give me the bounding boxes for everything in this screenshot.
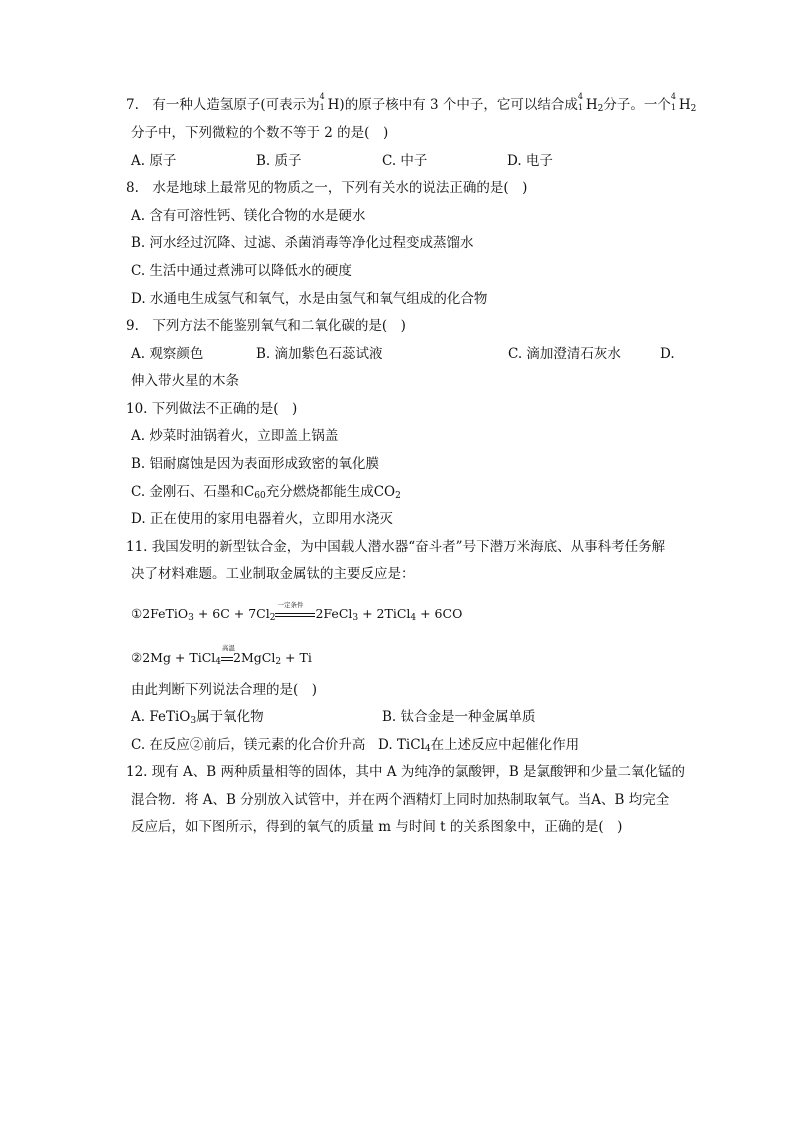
q11-line3: 由此判断下列说法合理的是( ) [131,682,318,698]
q12-line2: 混合物．将 A、B 分别放入试管中，并在两个酒精灯上同时加热制取氧气。当A、B 均完全 [131,792,670,808]
q11-line1: 11. 我国发明的新型钛合金，为中国载人潜水器“奋斗者”号下潜万米海底、从事科考任务解 [126,539,666,555]
reaction-condition-sign: 一定条件 [275,610,315,620]
q9-option-c: C. 滴加澄清石灰水 [508,346,621,362]
q9-option-a: A. 观察颜色 [131,346,204,362]
q8-option-d: D. 水通电生成氢气和氧气，水是由氢气和氧气组成的化合物 [131,291,488,307]
q10-stem: 10. 下列做法不正确的是( ) [126,401,298,417]
q8-stem: 8. 水是地球上最常见的物质之一，下列有关水的说法正确的是( ) [126,180,528,196]
q12-line1: 12. 现有 A、B 两种质量相等的固体，其中 A 为纯净的氯酸钾，B 是氯酸钾和少量二氧化锰的 [126,764,686,780]
q7-option-c: C. 中子 [382,153,428,169]
q10-option-b: B. 铝耐腐蚀是因为表面形成致密的氧化膜 [131,456,380,472]
q7-line2: 分子中，下列微粒的个数不等于 2 的是( ) [131,125,389,141]
isotope-h4-1: 4 1 [319,92,325,112]
q11-option-a: A. FeTiO$_3$属于氧化物 [131,709,264,726]
q7-option-b: B. 质子 [256,153,302,169]
q11-option-d: D. TiCl$_4$在上述反应中起催化作用 [378,737,580,754]
q7-line1: 7. 有一种人造氢原子(可表示为 4 1 H)的原子核中有 3 个中子，它可以结合成 4 1 $H_2$分子。一个 4 1 $H_2$ [126,92,697,114]
isotope-h4-2: 4 1 [577,92,583,112]
q7-text-a: 7. 有一种人造氢原子(可表示为 [126,97,320,113]
q10-option-a: A. 炒菜时油锅着火，立即盖上锅盖 [131,428,339,444]
high-temp-sign: 高温 [221,654,233,664]
q10-option-c: C. 金刚石、石墨和$C_{60}$充分燃烧都能生成$CO_2$ [131,484,401,501]
q11-equation-2: ②2Mg + TiCl$_4$ 高温 2MgCl$_2$ + Ti [131,643,312,667]
q8-option-a: A. 含有可溶性钙、镁化合物的水是硬水 [131,208,366,224]
q11-line2: 决了材料难题。工业制取金属钛的主要反应是： [131,566,415,582]
q7-option-d: D. 电子 [507,153,553,169]
q7-text-e: 分子。一个 [603,97,671,113]
q9-stem: 9. 下列方法不能鉴别氧气和二氧化碳的是( ) [126,318,406,334]
q11-option-b: B. 钛合金是一种金属单质 [382,709,536,725]
q8-option-c: C. 生活中通过煮沸可以降低水的硬度 [131,263,352,279]
q7-option-a: A. 原子 [131,153,177,169]
q7-text-b: H)的原子核中有 3 个中子，它可以结合成 [327,97,578,113]
q9-option-d: D. [660,346,675,362]
q11-option-c: C. 在反应②前后，镁元素的化合价升高 [131,737,366,753]
q9-option-d-text: 伸入带火星的木条 [131,373,239,389]
q9-option-b: B. 滴加紫色石蕊试液 [256,346,383,362]
q10-option-d: D. 正在使用的家用电器着火，立即用水浇灭 [131,511,393,527]
q12-line3: 反应后，如下图所示，得到的氧气的质量 m 与时间 t 的关系图象中，正确的是( ) [131,819,623,835]
isotope-h4-3: 4 1 [670,92,676,112]
q11-equation-1: ①2FeTiO$_3$ + $6C + 7Cl_2$ 一定条件 2FeCl$_3$ + 2TiCl$_4$ + 6CO [131,600,463,623]
q8-option-b: B. 河水经过沉降、过滤、杀菌消毒等净化过程变成蒸馏水 [131,235,474,251]
